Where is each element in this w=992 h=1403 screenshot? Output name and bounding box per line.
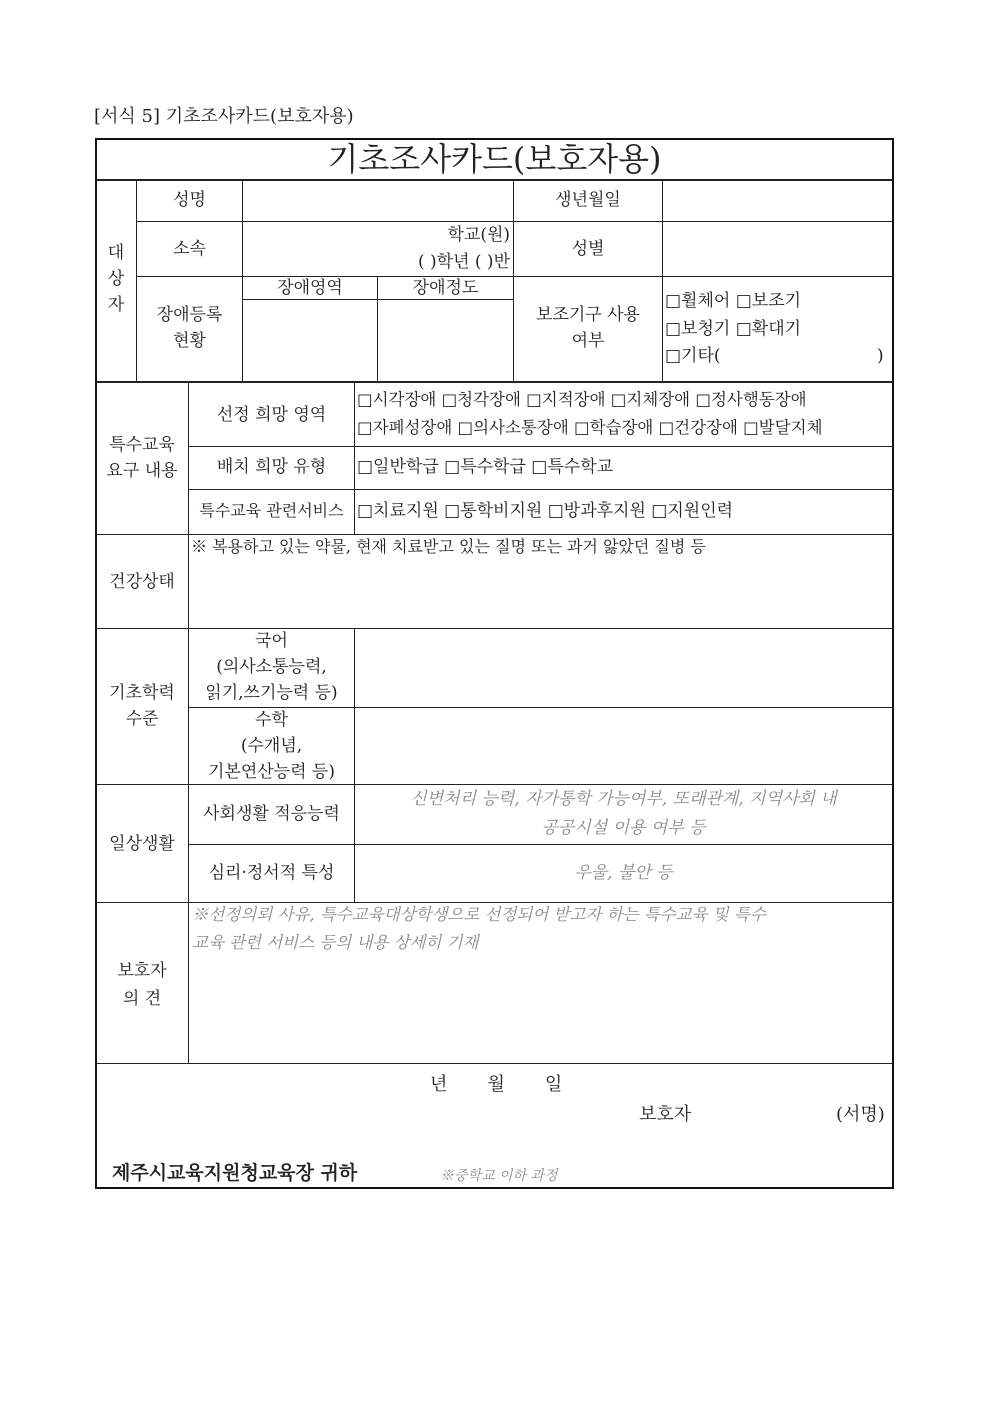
- academic-section-label: 기초학력 수준: [109, 683, 175, 729]
- selection-area-label: 선정 희망 영역: [216, 405, 327, 425]
- assistive-options-row1[interactable]: □휠체어 □보조기: [665, 291, 802, 311]
- affiliation-field[interactable]: [243, 222, 513, 276]
- date-line[interactable]: 년 월 일: [430, 1074, 563, 1095]
- affiliation-label: 소속: [173, 239, 206, 259]
- assistive-options-row2[interactable]: □보청기 □확대기: [665, 319, 802, 339]
- disability-registration-label: 장애등록 현황: [156, 305, 223, 351]
- signature-mark: (서명): [836, 1104, 885, 1125]
- assistive-device-label: 보조기구 사용 여부: [536, 305, 640, 351]
- disability-area-field[interactable]: [243, 300, 377, 381]
- disability-area-label: 장애영역: [277, 278, 343, 298]
- birth-field[interactable]: [663, 181, 892, 221]
- guardian-opinion-label: 보호자 의 견: [117, 961, 167, 1009]
- health-label: 건강상태: [109, 572, 175, 592]
- psych-trait-field[interactable]: [355, 845, 892, 902]
- health-note: ※ 복용하고 있는 약물, 현재 치료받고 있는 질명 또는 과거 앓았던 질병 등: [191, 537, 706, 556]
- related-services-options[interactable]: □치료지원 □통학비지원 □방과후지원 □지원인력: [357, 501, 734, 521]
- social-adaptation-field[interactable]: [355, 786, 892, 844]
- daily-life-label: 일상생활: [109, 834, 175, 854]
- disability-degree-label: 장애정도: [412, 278, 479, 298]
- name-label: 성명: [173, 190, 206, 210]
- health-field[interactable]: [189, 560, 892, 628]
- guardian-hint-line1: ※선정의뢰 사유, 특수교육대상학생으로 선정되어 받고자 하는 특수교육 및 특수: [192, 905, 766, 924]
- social-adaptation-hint-line2: 공공시설 이용 여부 등: [541, 818, 706, 838]
- name-field[interactable]: [243, 181, 513, 221]
- school-text: 학교(원): [447, 225, 510, 245]
- guardian-opinion-field[interactable]: [189, 904, 892, 1063]
- target-section-label: 대 상 자: [107, 243, 125, 315]
- birth-label: 생년월일: [555, 190, 621, 210]
- grade-class-text: ( )학년 ( )반: [417, 252, 510, 272]
- gender-field[interactable]: [663, 222, 892, 276]
- addressee: 제주시교육지원청교육장 귀하: [112, 1162, 358, 1184]
- form-title: 기초조사카드(보호자용): [327, 140, 662, 178]
- selection-options-row2[interactable]: □자폐성장애 □의사소통장애 □학습장애 □건강장애 □발달지체: [357, 418, 823, 437]
- gender-label: 성별: [571, 239, 605, 259]
- korean-label: 국어 (의사소통능력, 읽기,쓰기능력 등): [205, 631, 338, 703]
- psych-trait-label: 심리·정서적 특성: [208, 863, 335, 883]
- needs-section-label: 특수교육 요구 내용: [106, 435, 178, 481]
- selection-options-row1[interactable]: □시각장애 □청각장애 □지적장애 □지체장애 □정사행동장애: [357, 390, 807, 409]
- social-adaptation-hint-line1: 신변처리 능력, 자가통학 가능여부, 또래관계, 지역사회 내: [410, 789, 837, 809]
- guardian-sign-label: 보호자: [639, 1104, 692, 1125]
- placement-label: 배치 희망 유형: [216, 457, 327, 477]
- guardian-hint-line2: 교육 관련 서비스 등의 내용 상세히 기재: [192, 933, 479, 952]
- social-adaptation-label: 사회생활 적응능력: [203, 804, 340, 824]
- placement-options[interactable]: □일반학급 □특수학급 □특수학교: [357, 457, 614, 477]
- psych-trait-hint: 우울, 불안 등: [574, 863, 673, 883]
- assistive-other-option[interactable]: □기타(: [665, 346, 721, 366]
- form-code: [서식 5] 기초조사카드(보호자용): [94, 106, 354, 127]
- frame-left: [95, 138, 97, 1189]
- math-label: 수학 (수개념, 기본연산능력 등): [208, 710, 335, 782]
- related-services-label: 특수교육 관련서비스: [199, 501, 344, 520]
- korean-field[interactable]: [355, 630, 892, 707]
- assistive-other-close: ): [877, 346, 884, 366]
- math-field[interactable]: [355, 708, 892, 784]
- disability-degree-field[interactable]: [378, 300, 513, 381]
- guardian-sign-field[interactable]: [700, 1100, 830, 1128]
- addressee-note: ※중학교 이하 과정: [440, 1168, 558, 1184]
- frame-right: [892, 138, 894, 1189]
